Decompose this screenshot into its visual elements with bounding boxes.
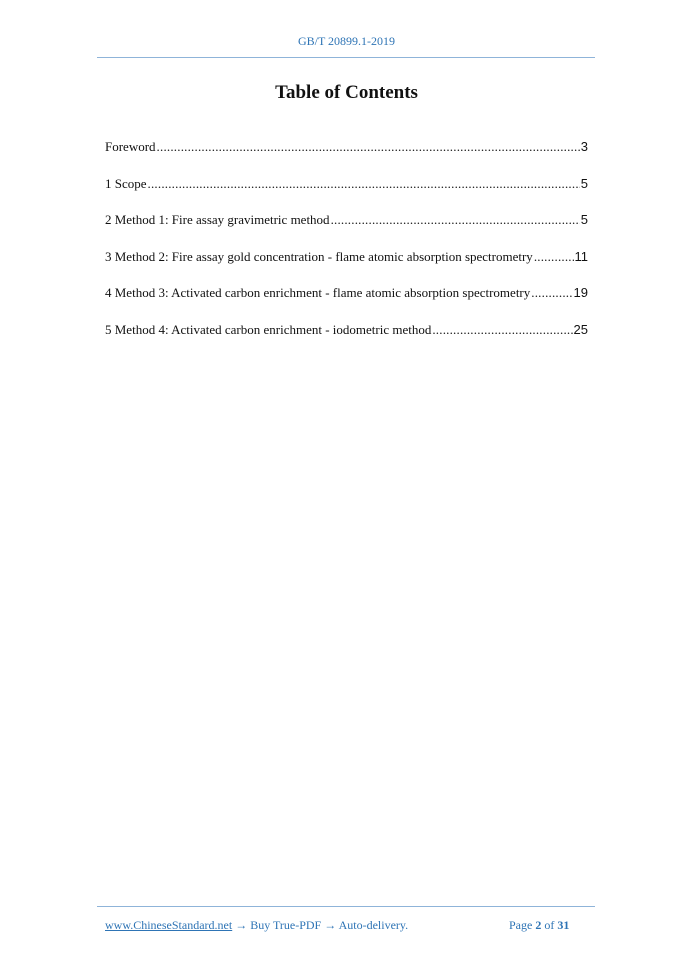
toc-dot-leader (531, 285, 572, 301)
arrow-right-icon: → (235, 918, 248, 932)
toc-entry-page: 25 (573, 321, 588, 337)
page-header: GB/T 20899.1-2019 (297, 34, 396, 48)
table-of-contents (105, 139, 588, 359)
footer-rule (97, 906, 595, 907)
site-link[interactable]: www.ChineseStandard.net (105, 918, 233, 932)
toc-entry-method-4[interactable] (105, 322, 588, 359)
buy-pdf-link[interactable]: Buy True-PDF (250, 918, 322, 932)
toc-dot-leader (148, 176, 580, 192)
of-word: of (544, 918, 555, 932)
footer-promo (105, 918, 408, 933)
toc-entry-page: 19 (573, 285, 588, 301)
current-page: 2 (535, 918, 542, 932)
toc-entry-page: 3 (580, 139, 588, 154)
toc-entry-page: 11 (574, 248, 588, 264)
arrow-right-icon: → (324, 918, 337, 932)
toc-dot-leader (157, 139, 580, 155)
toc-dot-leader (331, 212, 580, 228)
total-pages: 31 (557, 918, 570, 932)
toc-dot-leader (534, 249, 574, 265)
toc-entry-method-1[interactable] (105, 212, 588, 249)
page-title: Table of Contents (275, 82, 418, 103)
toc-entry-label: 4 Method 3: Activated carbon enrichment - flame atomic absorption spectrometry (105, 285, 531, 301)
toc-entry-scope[interactable] (105, 176, 588, 213)
toc-entry-page: 5 (580, 212, 588, 228)
toc-entry-label: 2 Method 1: Fire assay gravimetric method (105, 212, 330, 228)
toc-entry-method-2[interactable] (105, 249, 588, 286)
toc-dot-leader (432, 322, 572, 338)
toc-entry-foreword[interactable] (105, 139, 588, 176)
toc-entry-page: 5 (580, 175, 588, 191)
page-word: Page (509, 918, 533, 932)
toc-entry-label: Foreword (105, 139, 156, 154)
header-rule (97, 57, 595, 58)
toc-entry-method-3[interactable] (105, 285, 588, 322)
page-number (509, 918, 569, 933)
auto-delivery-text: Auto-delivery. (338, 918, 409, 932)
toc-entry-label: 1 Scope (105, 175, 147, 191)
toc-entry-label: 3 Method 2: Fire assay gold concentration - flame atomic absorption spectrometry (105, 248, 533, 264)
toc-entry-label: 5 Method 4: Activated carbon enrichment - iodometric method (105, 321, 432, 337)
